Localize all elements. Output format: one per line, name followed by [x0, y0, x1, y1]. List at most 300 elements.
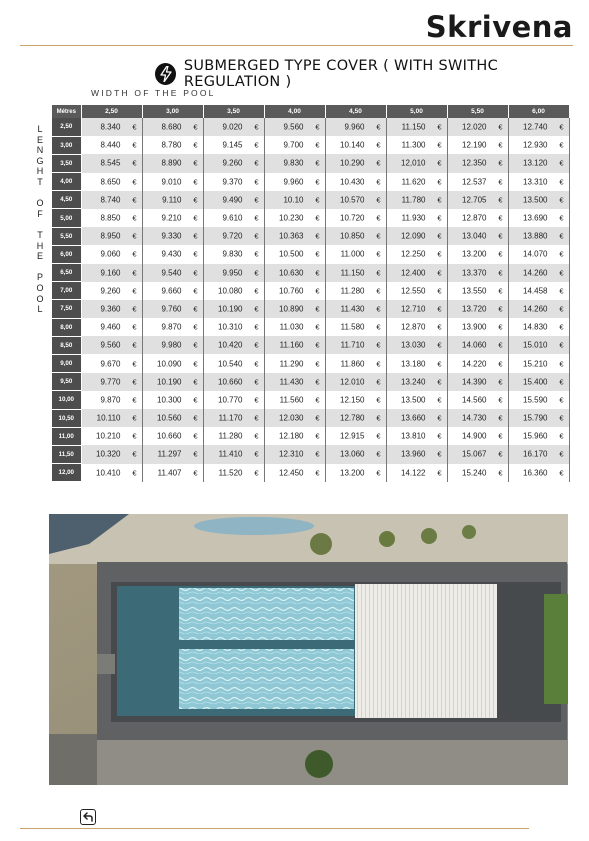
currency-symbol: € — [498, 249, 503, 259]
price-value: 14.390 — [462, 377, 487, 387]
price-value: 12.180 — [279, 431, 304, 441]
currency-symbol: € — [254, 195, 259, 205]
price-cell — [264, 118, 325, 136]
section-heading — [155, 58, 589, 90]
length-row-header: 2,50 — [52, 118, 81, 136]
price-cell — [264, 173, 325, 191]
price-value: 14.220 — [462, 359, 487, 369]
price-value: 8.680 — [161, 122, 182, 132]
currency-symbol: € — [132, 286, 137, 296]
price-value: 9.020 — [222, 122, 243, 132]
length-label-letter — [35, 219, 45, 230]
price-value: 14.900 — [462, 431, 487, 441]
price-cell — [81, 191, 142, 209]
price-value: 9.460 — [100, 322, 121, 332]
currency-symbol: € — [376, 304, 381, 314]
price-value: 11.280 — [340, 286, 365, 296]
price-cell — [203, 427, 264, 445]
price-value: 8.340 — [100, 122, 121, 132]
price-cell — [447, 209, 508, 227]
currency-symbol: € — [132, 377, 137, 387]
currency-symbol: € — [498, 286, 503, 296]
price-cell — [508, 373, 569, 391]
price-value: 10.540 — [218, 359, 243, 369]
price-cell — [81, 373, 142, 391]
currency-symbol: € — [376, 177, 381, 187]
price-value: 12.310 — [279, 449, 304, 459]
currency-symbol: € — [559, 286, 564, 296]
currency-symbol: € — [498, 322, 503, 332]
currency-symbol: € — [376, 377, 381, 387]
price-cell — [386, 209, 447, 227]
length-label-letter: E — [36, 251, 43, 262]
price-cell — [142, 173, 203, 191]
price-cell — [447, 118, 508, 136]
currency-symbol: € — [315, 231, 320, 241]
price-cell — [203, 245, 264, 263]
price-cell — [142, 336, 203, 354]
price-cell — [264, 391, 325, 409]
price-cell — [508, 191, 569, 209]
price-value: 15.400 — [523, 377, 548, 387]
length-row-header: 3,00 — [52, 136, 81, 154]
price-cell — [81, 409, 142, 427]
length-label-letter: N — [36, 145, 44, 156]
currency-symbol: € — [315, 195, 320, 205]
currency-symbol: € — [437, 195, 442, 205]
price-value: 14.070 — [523, 249, 548, 259]
price-value: 9.830 — [283, 158, 304, 168]
price-cell — [325, 464, 386, 482]
price-value: 11.030 — [279, 322, 304, 332]
currency-symbol: € — [315, 286, 320, 296]
price-cell — [203, 173, 264, 191]
price-value: 11.620 — [401, 177, 426, 187]
currency-symbol: € — [254, 340, 259, 350]
price-cell — [142, 373, 203, 391]
price-cell — [142, 209, 203, 227]
price-value: 9.110 — [162, 195, 182, 205]
currency-symbol: € — [437, 213, 442, 223]
currency-symbol: € — [376, 468, 381, 478]
currency-symbol: € — [498, 177, 503, 187]
currency-symbol: € — [132, 158, 137, 168]
price-cell — [142, 464, 203, 482]
price-cell — [386, 445, 447, 463]
table-row — [52, 173, 569, 191]
price-value: 12.740 — [523, 122, 548, 132]
currency-symbol: € — [376, 286, 381, 296]
price-value: 11.280 — [218, 431, 243, 441]
currency-symbol: € — [376, 413, 381, 423]
price-cell — [386, 136, 447, 154]
length-label-letter: G — [36, 155, 44, 166]
width-axis-label: WIDTH OF THE POOL — [91, 88, 216, 98]
price-value: 14.122 — [401, 468, 426, 478]
price-value: 11.297 — [157, 449, 182, 459]
price-cell — [508, 300, 569, 318]
price-cell — [203, 464, 264, 482]
price-value: 9.260 — [100, 286, 121, 296]
price-value: 13.180 — [401, 359, 426, 369]
currency-symbol: € — [315, 468, 320, 478]
currency-symbol: € — [437, 377, 442, 387]
length-label-letter: O — [36, 293, 44, 304]
price-value: 10.290 — [340, 158, 365, 168]
table-row — [52, 282, 569, 300]
price-value: 8.545 — [100, 158, 121, 168]
price-value: 9.160 — [100, 268, 121, 278]
price-value: 9.980 — [161, 340, 182, 350]
price-cell — [81, 173, 142, 191]
price-cell — [508, 264, 569, 282]
currency-symbol: € — [315, 395, 320, 405]
currency-symbol: € — [132, 340, 137, 350]
price-cell — [508, 464, 569, 482]
currency-symbol: € — [193, 268, 198, 278]
price-value: 9.660 — [161, 286, 182, 296]
currency-symbol: € — [132, 213, 137, 223]
price-cell — [325, 136, 386, 154]
price-cell — [203, 227, 264, 245]
price-value: 10.410 — [96, 468, 121, 478]
table-header-row — [52, 105, 569, 118]
price-value: 12.400 — [401, 268, 426, 278]
price-cell — [508, 136, 569, 154]
price-cell — [325, 191, 386, 209]
currency-symbol: € — [498, 468, 503, 478]
price-value: 10.090 — [157, 359, 182, 369]
price-cell — [508, 445, 569, 463]
currency-symbol: € — [437, 395, 442, 405]
length-row-header: 11,00 — [52, 427, 81, 445]
price-cell — [508, 173, 569, 191]
currency-symbol: € — [437, 177, 442, 187]
price-value: 12.870 — [401, 322, 426, 332]
price-cell — [325, 245, 386, 263]
price-value: 9.430 — [161, 249, 182, 259]
price-cell — [386, 173, 447, 191]
price-value: 11.860 — [340, 359, 365, 369]
corner-header: Métres — [52, 105, 81, 118]
currency-symbol: € — [559, 249, 564, 259]
table-row — [52, 409, 569, 427]
price-cell — [203, 391, 264, 409]
currency-symbol: € — [376, 268, 381, 278]
price-value: 9.770 — [100, 377, 121, 387]
currency-symbol: € — [132, 468, 137, 478]
price-cell — [325, 300, 386, 318]
price-value: 9.540 — [161, 268, 182, 278]
currency-symbol: € — [437, 286, 442, 296]
price-value: 13.900 — [462, 322, 487, 332]
price-value: 10.230 — [279, 213, 304, 223]
price-value: 14.060 — [462, 340, 487, 350]
price-value: 12.710 — [401, 304, 426, 314]
price-cell — [81, 318, 142, 336]
length-label-letter: T — [37, 229, 43, 240]
price-cell — [81, 154, 142, 172]
price-cell — [203, 118, 264, 136]
currency-symbol: € — [254, 431, 259, 441]
price-cell — [325, 227, 386, 245]
currency-symbol: € — [315, 340, 320, 350]
price-value: 11.290 — [279, 359, 304, 369]
price-value: 16.360 — [523, 468, 548, 478]
top-divider — [20, 45, 573, 46]
price-value: 13.030 — [401, 340, 426, 350]
price-value: 13.690 — [523, 213, 548, 223]
currency-symbol: € — [498, 377, 503, 387]
currency-symbol: € — [437, 413, 442, 423]
price-value: 11.150 — [401, 122, 426, 132]
price-cell — [203, 154, 264, 172]
price-value: 14.830 — [523, 322, 548, 332]
currency-symbol: € — [193, 231, 198, 241]
price-value: 9.560 — [100, 340, 121, 350]
price-value: 13.060 — [340, 449, 365, 459]
price-cell — [142, 300, 203, 318]
price-value: 10.190 — [157, 377, 182, 387]
currency-symbol: € — [132, 449, 137, 459]
price-value: 13.240 — [401, 377, 426, 387]
table-row — [52, 373, 569, 391]
price-value: 10.363 — [279, 231, 304, 241]
price-cell — [447, 154, 508, 172]
length-row-header: 12,00 — [52, 464, 81, 482]
price-cell — [142, 445, 203, 463]
currency-symbol: € — [437, 140, 442, 150]
width-header: 2,50 — [81, 105, 142, 118]
currency-symbol: € — [559, 195, 564, 205]
price-cell — [81, 427, 142, 445]
currency-symbol: € — [193, 249, 198, 259]
price-cell — [447, 227, 508, 245]
currency-symbol: € — [193, 213, 198, 223]
currency-symbol: € — [437, 449, 442, 459]
currency-symbol: € — [437, 340, 442, 350]
price-cell — [447, 318, 508, 336]
currency-symbol: € — [132, 395, 137, 405]
price-cell — [325, 427, 386, 445]
length-label-letter: T — [37, 176, 43, 187]
price-cell — [508, 318, 569, 336]
price-cell — [325, 373, 386, 391]
price-cell — [447, 427, 508, 445]
currency-symbol: € — [376, 158, 381, 168]
price-cell — [386, 336, 447, 354]
price-value: 10.660 — [218, 377, 243, 387]
price-cell — [447, 464, 508, 482]
price-cell — [508, 354, 569, 372]
table-row — [52, 427, 569, 445]
currency-symbol: € — [498, 449, 503, 459]
width-header: 3,00 — [142, 105, 203, 118]
currency-symbol: € — [498, 195, 503, 205]
price-cell — [264, 154, 325, 172]
table-row — [52, 300, 569, 318]
currency-symbol: € — [193, 377, 198, 387]
currency-symbol: € — [559, 377, 564, 387]
currency-symbol: € — [254, 413, 259, 423]
currency-symbol: € — [132, 304, 137, 314]
currency-symbol: € — [254, 286, 259, 296]
price-value: 8.780 — [161, 140, 182, 150]
currency-symbol: € — [193, 304, 198, 314]
currency-symbol: € — [559, 231, 564, 241]
length-row-header: 9,50 — [52, 373, 81, 391]
price-value: 11.410 — [218, 449, 243, 459]
table-row — [52, 464, 569, 482]
price-cell — [447, 409, 508, 427]
price-cell — [142, 136, 203, 154]
price-cell — [264, 427, 325, 445]
price-value: 15.240 — [462, 468, 487, 478]
length-row-header: 7,50 — [52, 300, 81, 318]
price-cell — [142, 191, 203, 209]
price-cell — [386, 300, 447, 318]
table-row — [52, 227, 569, 245]
price-cell — [81, 391, 142, 409]
currency-symbol: € — [193, 140, 198, 150]
table-row — [52, 118, 569, 136]
price-cell — [264, 191, 325, 209]
currency-symbol: € — [254, 213, 259, 223]
price-cell — [264, 282, 325, 300]
length-row-header: 8,50 — [52, 336, 81, 354]
table-row — [52, 264, 569, 282]
price-value: 13.120 — [523, 158, 548, 168]
return-arrow-icon[interactable] — [80, 809, 96, 825]
table-row — [52, 191, 569, 209]
price-cell — [203, 318, 264, 336]
currency-symbol: € — [559, 340, 564, 350]
currency-symbol: € — [498, 122, 503, 132]
price-cell — [203, 409, 264, 427]
price-cell — [203, 209, 264, 227]
currency-symbol: € — [376, 231, 381, 241]
currency-symbol: € — [254, 140, 259, 150]
price-value: 10.890 — [279, 304, 304, 314]
price-cell — [386, 191, 447, 209]
currency-symbol: € — [132, 249, 137, 259]
currency-symbol: € — [437, 322, 442, 332]
price-value: 15.960 — [523, 431, 548, 441]
price-cell — [81, 445, 142, 463]
price-cell — [203, 445, 264, 463]
price-value: 12.190 — [462, 140, 487, 150]
price-value: 9.960 — [344, 122, 365, 132]
price-cell — [508, 209, 569, 227]
price-cell — [142, 245, 203, 263]
price-value: 9.360 — [100, 304, 121, 314]
currency-symbol: € — [559, 359, 564, 369]
section-title: SUBMERGED TYPE COVER ( WITH SWITHC REGULATION ) — [183, 58, 499, 90]
currency-symbol: € — [254, 377, 259, 387]
currency-symbol: € — [132, 177, 137, 187]
price-cell — [447, 354, 508, 372]
currency-symbol: € — [315, 213, 320, 223]
price-cell — [386, 464, 447, 482]
price-cell — [264, 227, 325, 245]
currency-symbol: € — [193, 413, 198, 423]
lightning-bolt-icon — [155, 63, 176, 85]
price-value: 13.310 — [523, 177, 548, 187]
price-cell — [264, 354, 325, 372]
price-value: 10.10 — [283, 195, 304, 205]
currency-symbol: € — [193, 468, 198, 478]
currency-symbol: € — [254, 177, 259, 187]
price-value: 9.560 — [283, 122, 304, 132]
length-row-header: 5,00 — [52, 209, 81, 227]
currency-symbol: € — [315, 304, 320, 314]
currency-symbol: € — [193, 340, 198, 350]
price-cell — [386, 373, 447, 391]
price-value: 11.430 — [340, 304, 365, 314]
price-value: 12.010 — [340, 377, 365, 387]
currency-symbol: € — [315, 140, 320, 150]
price-cell — [386, 264, 447, 282]
width-header: 6,00 — [508, 105, 569, 118]
currency-symbol: € — [132, 413, 137, 423]
currency-symbol: € — [559, 177, 564, 187]
length-row-header: 6,50 — [52, 264, 81, 282]
currency-symbol: € — [559, 304, 564, 314]
price-cell — [142, 354, 203, 372]
price-value: 11.170 — [218, 413, 243, 423]
price-cell — [264, 209, 325, 227]
price-value: 9.260 — [222, 158, 243, 168]
length-label-letter: L — [37, 304, 43, 315]
currency-symbol: € — [132, 122, 137, 132]
price-value: 12.550 — [401, 286, 426, 296]
price-cell — [386, 118, 447, 136]
price-value: 10.430 — [340, 177, 365, 187]
currency-symbol: € — [498, 304, 503, 314]
table-row — [52, 445, 569, 463]
price-cell — [325, 354, 386, 372]
length-label-letter: H — [36, 166, 44, 177]
price-cell — [447, 445, 508, 463]
table-row — [52, 318, 569, 336]
currency-symbol: € — [376, 213, 381, 223]
price-cell — [447, 173, 508, 191]
price-value: 16.170 — [523, 449, 548, 459]
price-cell — [386, 391, 447, 409]
price-cell — [203, 300, 264, 318]
price-cell — [386, 245, 447, 263]
price-cell — [447, 336, 508, 354]
currency-symbol: € — [193, 286, 198, 296]
length-label-letter: L — [37, 124, 43, 134]
price-cell — [264, 300, 325, 318]
price-value: 9.760 — [161, 304, 182, 314]
price-value: 15.067 — [462, 449, 487, 459]
price-value: 12.780 — [340, 413, 365, 423]
price-value: 12.930 — [523, 140, 548, 150]
currency-symbol: € — [254, 468, 259, 478]
price-cell — [447, 282, 508, 300]
currency-symbol: € — [559, 213, 564, 223]
currency-symbol: € — [315, 249, 320, 259]
price-cell — [142, 427, 203, 445]
currency-symbol: € — [559, 122, 564, 132]
price-cell — [325, 336, 386, 354]
price-cell — [81, 264, 142, 282]
price-value: 13.720 — [462, 304, 487, 314]
width-header: 4,00 — [264, 105, 325, 118]
price-value: 9.960 — [283, 177, 304, 187]
